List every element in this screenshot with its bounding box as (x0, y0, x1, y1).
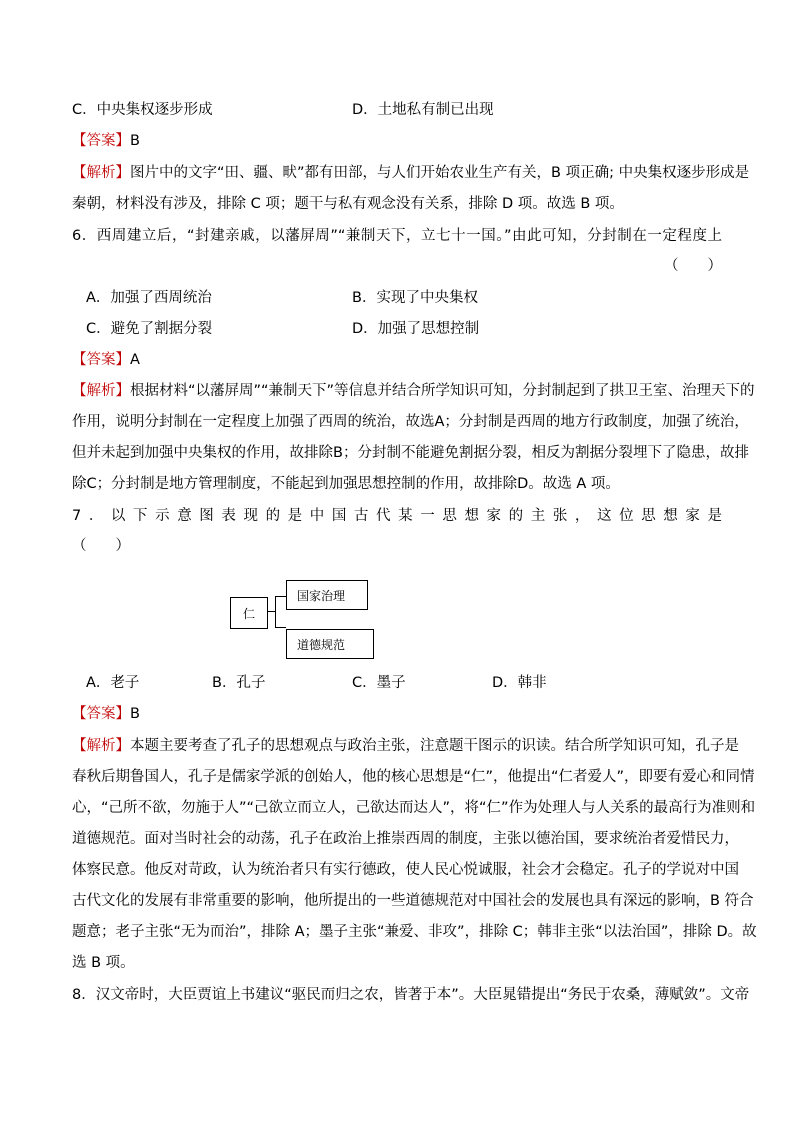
analysis-text: 图片中的文字“田、疆、畎”都有田部，与人们开始农业生产有关，B 项正确; 中央集权逐步形成是 (130, 165, 750, 181)
diagram-center-box (230, 597, 268, 629)
q6-option-b: B．实现了中央集权 (352, 290, 478, 306)
diagram-connector-top (275, 596, 286, 597)
answer-value: A (130, 352, 140, 368)
q7-option-d: D．韩非 (492, 675, 547, 691)
q7-analysis-line-4: 道德规范。面对当时社会的动荡，孔子在政治上推崇西周的制度，主张以德治国，要求统治者爱惜民力， (72, 831, 739, 847)
q5-answer (72, 131, 140, 151)
q5-option-d: D．土地私有制已出现 (352, 102, 494, 118)
q7-stem-line-1: 7．以下示意图表现的是中国古代某一思想家的主张，这位思想家是 (72, 508, 722, 524)
q6-analysis-line-3: 但并未起到加强中央集权的作用，故排除B；分封制不能避免割据分裂，相反为割据分裂埋下了隐患，故排 (72, 445, 749, 461)
diagram-top-box (286, 580, 368, 610)
analysis-tag: 【解析】 (72, 383, 130, 399)
analysis-text: 本题主要考查了孔子的思想观点与政治主张，注意题干图示的识读。结合所学知识可知，孔子是 (130, 738, 739, 754)
diagram-connector-stem (267, 611, 275, 612)
q7-analysis-line-6: 古代文化的发展有非常重要的影响，他所提出的一些道德规范对中国社会的发展也具有深远的影响，B 符合 (72, 893, 754, 909)
q7-stem-blank: （ ） (72, 538, 130, 554)
q5-option-c: C．中央集权逐步形成 (72, 102, 213, 118)
analysis-tag: 【解析】 (72, 165, 130, 181)
answer-value: B (130, 706, 140, 722)
q7-analysis-line-7: 题意；老子主张“无为而治”，排除 A；墨子主张“兼爱、非攻”，排除 C；韩非主张“以法治国”，排除 D。故 (72, 924, 757, 940)
answer-value: B (130, 133, 140, 149)
q7-answer (72, 704, 140, 724)
q5-analysis-line-2: 秦朝，材料没有涉及，排除 C 项；题干与私有观念没有关系，排除 D 项。故选 B 项。 (72, 196, 624, 212)
q6-option-c: C．避免了割据分裂 (86, 321, 213, 337)
q6-option-a: A．加强了西周统治 (86, 290, 212, 306)
answer-tag: 【答案】 (72, 706, 130, 722)
diagram-connector-bottom (275, 627, 286, 628)
q7-option-b: B．孔子 (212, 675, 266, 691)
diagram-top-label: 国家治理 (297, 588, 346, 603)
analysis-text: 根据材料“以藩屏周”“兼制天下”等信息并结合所学知识可知，分封制起到了拱卫王室、治理天下的 (130, 383, 755, 399)
q6-stem-line-1: 6．西周建立后，“封建亲戚，以藩屏周”“兼制天下，立七十一国。”由此可知，分封制在一定程度上 (72, 228, 722, 244)
q7-analysis-line-5: 体察民意。他反对苛政，认为统治者只有实行德政，使人民心悦诚服，社会才会稳定。孔子的学说对中国 (72, 862, 739, 878)
q7-option-c: C．墨子 (352, 675, 406, 691)
diagram-bottom-box (286, 629, 374, 659)
q6-option-d: D．加强了思想控制 (352, 321, 480, 337)
analysis-tag: 【解析】 (72, 738, 130, 754)
q6-stem-blank: （ ） (664, 258, 722, 274)
q6-analysis-line-4: 除C；分封制是地方管理制度，不能起到加强思想控制的作用，故排除D。故选 A 项。 (72, 476, 620, 492)
q7-analysis-line-3: 心，“己所不欲，勿施于人”“己欲立而立人，己欲达而达人”，将“仁”作为处理人与人关系的最高行为准则和 (72, 800, 756, 816)
q6-analysis-line-2: 作用，说明分封制在一定程度上加强了西周的统治，故选A；分封制是西周的地方行政制度，加强了统治， (72, 414, 749, 430)
diagram-bottom-label: 道德规范 (297, 637, 346, 652)
q6-answer (72, 350, 140, 370)
q7-option-a: A．老子 (86, 675, 140, 691)
answer-tag: 【答案】 (72, 352, 130, 368)
q8-stem-line-1: 8．汉文帝时，大臣贾谊上书建议“驱民而归之农，皆著于本”。大臣晁错提出“务民于农桑，薄赋敛”。文帝 (72, 987, 750, 1003)
diagram-connector-vertical (275, 596, 276, 628)
q7-analysis-line-2: 春秋后期鲁国人，孔子是儒家学派的创始人，他的核心思想是“仁”，他提出“仁者爱人”，即要有爱心和同情 (72, 769, 755, 785)
diagram-center-label: 仁 (242, 606, 255, 621)
q6-analysis-line-1 (72, 381, 755, 401)
q7-analysis-line-8: 选 B 项。 (72, 955, 135, 971)
q5-analysis-line-1 (72, 163, 750, 183)
answer-tag: 【答案】 (72, 133, 130, 149)
q7-analysis-line-1 (72, 736, 739, 756)
